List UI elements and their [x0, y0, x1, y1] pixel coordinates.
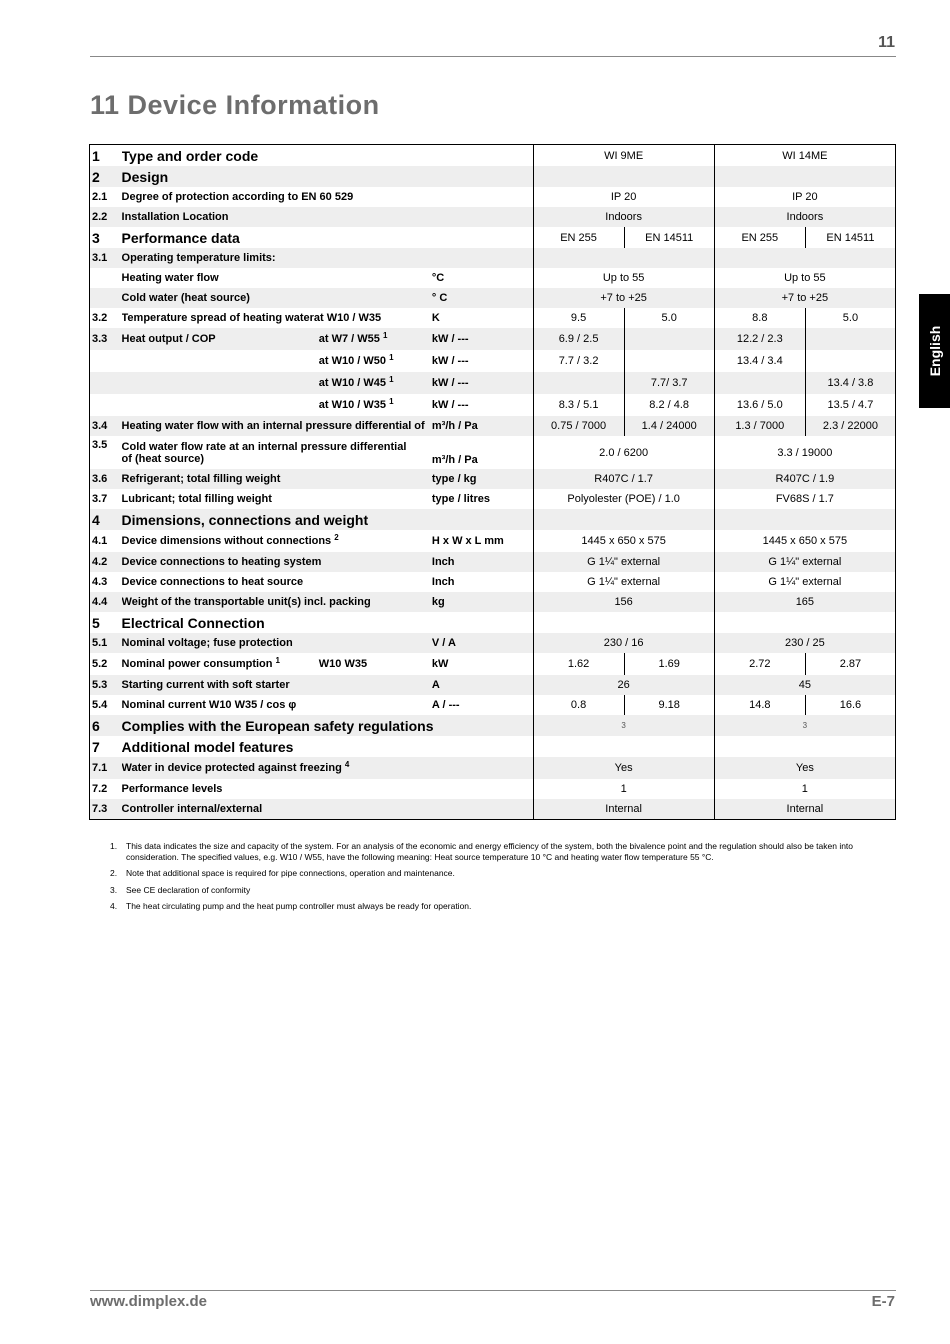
row-number: 6 [90, 715, 122, 736]
row-label: Cold water (heat source) [122, 288, 430, 308]
row-condition: at W10 / W35 [318, 399, 387, 411]
row-number: 3.4 [90, 416, 122, 436]
value-model-a: 230 / 16 [533, 633, 714, 653]
row-unit: V / A [430, 633, 533, 653]
row-condition: W10 W35 [318, 658, 368, 670]
value-model-b-en14511: 16.6 [839, 699, 862, 711]
table-row [90, 227, 896, 248]
footnote-ref: 2 [334, 533, 339, 542]
value-model-a-en14511: 5.0 [661, 312, 677, 324]
footnote-number: 4. [110, 901, 118, 911]
row-number: 4.2 [90, 552, 122, 572]
row-number: 3.6 [90, 469, 122, 489]
table-row [90, 695, 896, 715]
value-model-a-en255 [533, 372, 624, 394]
footnote-ref: 3 [621, 720, 626, 730]
model-a-name: WI 9ME [533, 145, 714, 167]
footnote-number: 3. [110, 884, 118, 895]
row-unit: kW / --- [430, 372, 533, 394]
footer-website-link[interactable]: www.dimplex.de [90, 1293, 207, 1310]
row-number: 5.3 [90, 675, 122, 695]
footer-page-number: E-7 [871, 1293, 895, 1310]
table-row [90, 166, 896, 187]
table-row [90, 187, 896, 207]
row-number: 3.7 [92, 493, 108, 505]
row-number: 5 [92, 614, 100, 631]
row-label: Device connections to heat source [121, 576, 304, 588]
value-model-b-en14511: 13.5 / 4.7 [827, 399, 874, 411]
value-model-b: G 1¼" external [714, 572, 895, 592]
footnote [110, 868, 890, 879]
row-label: Additional model features [121, 738, 294, 755]
page-title: 11 Device Information [90, 90, 380, 120]
value-model-a: 1445 x 650 x 575 [533, 530, 714, 552]
row-label: Controller internal/external [122, 799, 533, 820]
table-row [90, 145, 896, 167]
row-label: Heat output / COP [122, 328, 317, 350]
value-model-b-en14511: 5.0 [842, 312, 859, 324]
row-number: 3.3 [90, 328, 122, 350]
table-row [90, 469, 896, 489]
row-label: Degree of protection according to EN 60 529 [121, 191, 354, 203]
row-number: 4.3 [92, 576, 108, 588]
value-model-a: Polyolester (POE) / 1.0 [533, 489, 714, 509]
footnote-ref: 1 [275, 656, 280, 665]
table-row [90, 350, 896, 372]
footnote-ref: 3 [802, 720, 808, 730]
row-label: Water in device protected against freezing [121, 762, 342, 774]
footnote [110, 885, 890, 896]
value-model-a: R407C / 1.7 [533, 469, 714, 489]
table-row [90, 799, 896, 820]
value-model-b-en14511: 2.87 [839, 658, 862, 670]
footnotes [110, 841, 890, 918]
value-model-b-en255: 12.2 / 2.3 [714, 328, 805, 350]
value-model-a: Indoors [533, 207, 714, 227]
table-row [90, 675, 896, 695]
footnote-ref: 1 [389, 397, 394, 406]
row-unit: kW / --- [431, 399, 469, 411]
value-model-b: FV68S / 1.7 [714, 489, 895, 509]
row-label: Design [122, 166, 533, 187]
row-number: 7.3 [90, 799, 122, 820]
row-number: 3.5 [92, 439, 108, 451]
value-model-b: +7 to +25 [714, 288, 895, 308]
row-label: Heating water flow [121, 272, 219, 284]
row-label: Nominal power consumption [121, 658, 273, 670]
table-row [90, 653, 896, 675]
footnote-text: This data indicates the size and capacity of the system. For an analysis of the economic and energy efficiency of the system, both the bivalence point and the regulation should also be taken into consideration. The specified values, e.g. W10 / W55, have the following meaning: Heat source temperature 10 °C and heating water flow temperature 55 °C. [126, 841, 854, 862]
table-row [90, 489, 896, 509]
table-row [90, 268, 896, 288]
row-unit: °C [431, 272, 445, 284]
table-row [90, 552, 896, 572]
row-number: 2.1 [92, 191, 108, 203]
value-model-b: 230 / 25 [714, 633, 895, 653]
table-row [90, 715, 896, 736]
page-number: 11 [878, 34, 895, 51]
table-row [90, 328, 896, 350]
table-row [90, 736, 896, 757]
row-label: Weight of the transportable unit(s) incl. packing [122, 592, 430, 612]
value-model-a: G 1¼" external [533, 572, 714, 592]
row-number: 5.2 [92, 658, 108, 670]
value-model-a: 26 [533, 675, 714, 695]
value-model-a: Up to 55 [533, 268, 714, 288]
value-model-a: Internal [533, 799, 714, 820]
value-model-a-en14511: 7.7/ 3.7 [624, 372, 714, 394]
value-model-a: 1 [533, 779, 714, 799]
row-number: 3 [92, 229, 100, 246]
table-row [90, 416, 896, 436]
row-label: Performance levels [121, 783, 223, 795]
row-number: 1 [92, 147, 100, 164]
table-row [90, 572, 896, 592]
row-label: Electrical Connection [121, 614, 265, 631]
table-row [90, 592, 896, 612]
row-unit: K [431, 312, 440, 324]
footnote-text: See CE declaration of conformity [126, 884, 251, 895]
value-model-b-en255: 2.72 [714, 653, 805, 675]
value-model-b: 3.3 / 19000 [714, 436, 895, 469]
value-model-b-en255: 8.8 [714, 308, 805, 328]
row-number: 4 [90, 509, 122, 530]
value-model-a-en255: 9.5 [533, 308, 624, 328]
table-row [90, 779, 896, 799]
table-row [90, 509, 896, 530]
value-model-b-en255: 14.8 [714, 695, 805, 715]
row-label: Nominal voltage; fuse protection [122, 633, 430, 653]
row-label: Operating temperature limits: [122, 248, 533, 268]
row-unit: kW / --- [431, 355, 469, 367]
row-unit: kW / --- [430, 328, 533, 350]
row-unit: m³/h / Pa [431, 454, 478, 466]
footnote [110, 901, 890, 912]
value-model-a: G 1¼" external [533, 552, 714, 572]
value-model-b-en14511: 2.3 / 22000 [805, 416, 895, 436]
row-label: Temperature spread of heating waterat W10 / W35 [121, 312, 382, 324]
value-model-b-en255: 13.6 / 5.0 [714, 394, 805, 416]
row-label: Cold water flow rate at an internal pressure differential of (heat source) [121, 440, 407, 465]
value-model-b-en255: 13.4 / 3.4 [714, 350, 805, 372]
row-label: Dimensions, connections and weight [122, 509, 533, 530]
row-unit: m³/h / Pa [430, 416, 533, 436]
value-model-b: Yes [714, 757, 895, 779]
value-model-b: Indoors [714, 207, 895, 227]
value-model-b: IP 20 [714, 187, 895, 207]
language-tab-label: English [926, 325, 943, 377]
row-label: Device dimensions without connections [121, 535, 332, 547]
row-label: Performance data [121, 229, 240, 246]
value-model-a-en255: 1.62 [533, 653, 624, 675]
table-row [90, 207, 896, 227]
device-spec-table [89, 144, 896, 820]
row-unit: kg [430, 592, 533, 612]
row-number: 3.2 [92, 312, 108, 324]
table-row [90, 288, 896, 308]
footnote-number: 2. [110, 868, 118, 878]
row-condition: at W7 / W55 [318, 333, 380, 345]
table-row [90, 248, 896, 268]
row-unit: ° C [430, 288, 533, 308]
value-model-a-en255: 0.8 [533, 695, 624, 715]
value-model-a: 156 [533, 592, 714, 612]
standard-label: EN 14511 [826, 231, 875, 244]
value-model-a-en255: 0.75 / 7000 [533, 416, 624, 436]
value-model-a-en14511: 1.69 [658, 658, 680, 670]
value-model-b: G 1¼" external [714, 552, 895, 572]
row-condition: at W10 / W50 [318, 355, 387, 367]
row-label: Lubricant; total filling weight [121, 493, 272, 505]
value-model-a-en14511 [624, 350, 714, 372]
row-number: 5.4 [92, 699, 108, 711]
value-model-a-en255: 8.3 / 5.1 [533, 394, 624, 416]
header-rule [90, 56, 896, 57]
row-label: Nominal current W10 W35 / cos φ [121, 699, 297, 711]
row-number: 7 [92, 738, 100, 755]
row-number: 2 [90, 166, 122, 187]
footnote-ref: 1 [389, 375, 394, 384]
value-model-a-en14511: 9.18 [658, 699, 680, 711]
row-label: Device connections to heating system [122, 552, 430, 572]
table-row [90, 757, 896, 779]
standard-label: EN 255 [533, 227, 624, 248]
row-label: Heating water flow with an internal pressure differential of [122, 416, 430, 436]
table-row [90, 436, 896, 469]
value-model-a-en14511: 8.2 / 4.8 [649, 399, 690, 411]
footnote [110, 841, 890, 862]
value-model-b-en255 [714, 372, 805, 394]
row-label: Complies with the European safety regulations [122, 715, 533, 736]
value-model-b: Internal [714, 799, 895, 820]
row-number: 4.4 [90, 592, 122, 612]
row-unit: A / --- [431, 699, 460, 711]
table-row [90, 612, 896, 633]
row-unit: Inch [430, 552, 533, 572]
footnote-ref: 1 [389, 353, 394, 362]
value-model-b-en14511: 13.4 / 3.8 [805, 372, 895, 394]
footnote-ref: 4 [344, 760, 350, 769]
value-model-a-en14511 [624, 328, 714, 350]
row-number: 3.1 [90, 248, 122, 268]
value-model-b-en14511 [805, 350, 895, 372]
table-row [90, 633, 896, 653]
value-model-a-en14511: 1.4 / 24000 [624, 416, 714, 436]
value-model-a-en255: 7.7 / 3.2 [533, 350, 624, 372]
footnote-text: The heat circulating pump and the heat pump controller must always be ready for operation. [126, 901, 472, 911]
row-number: 5.1 [90, 633, 122, 653]
footnote-ref: 1 [382, 331, 388, 340]
row-unit: Inch [431, 576, 455, 588]
row-unit: kW [431, 658, 449, 670]
value-model-b-en255: 1.3 / 7000 [714, 416, 805, 436]
footer-rule [90, 1290, 896, 1291]
value-model-b: 1445 x 650 x 575 [714, 530, 895, 552]
row-unit: A [430, 675, 533, 695]
row-unit: type / litres [431, 493, 490, 505]
value-model-b: 1 [714, 779, 895, 799]
table-row [90, 530, 896, 552]
value-model-b: 45 [714, 675, 895, 695]
table-row [90, 372, 896, 394]
row-condition: at W10 / W45 [318, 377, 387, 389]
row-label: Type and order code [121, 147, 259, 164]
row-number: 7.2 [92, 783, 108, 795]
row-number: 4.1 [92, 535, 108, 547]
footnote-number: 1. [110, 841, 118, 851]
row-unit: H x W x L mm [431, 535, 504, 547]
standard-label: EN 14511 [645, 231, 694, 244]
value-model-b-en14511 [805, 328, 895, 350]
value-model-b: 165 [714, 592, 895, 612]
table-row [90, 394, 896, 416]
footnote-text: Note that additional space is required for pipe connections, operation and maintenance. [126, 868, 455, 878]
language-tab[interactable] [919, 294, 950, 408]
row-number: 2.2 [90, 207, 122, 227]
value-model-b: R407C / 1.9 [714, 469, 895, 489]
row-label: Starting current with soft starter [122, 675, 430, 695]
value-model-b: Up to 55 [714, 268, 895, 288]
model-b-name: WI 14ME [714, 145, 895, 167]
value-model-a: +7 to +25 [533, 288, 714, 308]
table-row [90, 308, 896, 328]
value-model-a: Yes [533, 757, 714, 779]
value-model-a: IP 20 [533, 187, 714, 207]
row-label: Refrigerant; total filling weight [122, 469, 430, 489]
row-unit: type / kg [430, 469, 533, 489]
row-number: 7.1 [90, 757, 122, 779]
value-model-a: 2.0 / 6200 [533, 436, 714, 469]
value-model-a-en255: 6.9 / 2.5 [533, 328, 624, 350]
row-label: Installation Location [122, 207, 533, 227]
standard-label: EN 255 [714, 227, 805, 248]
